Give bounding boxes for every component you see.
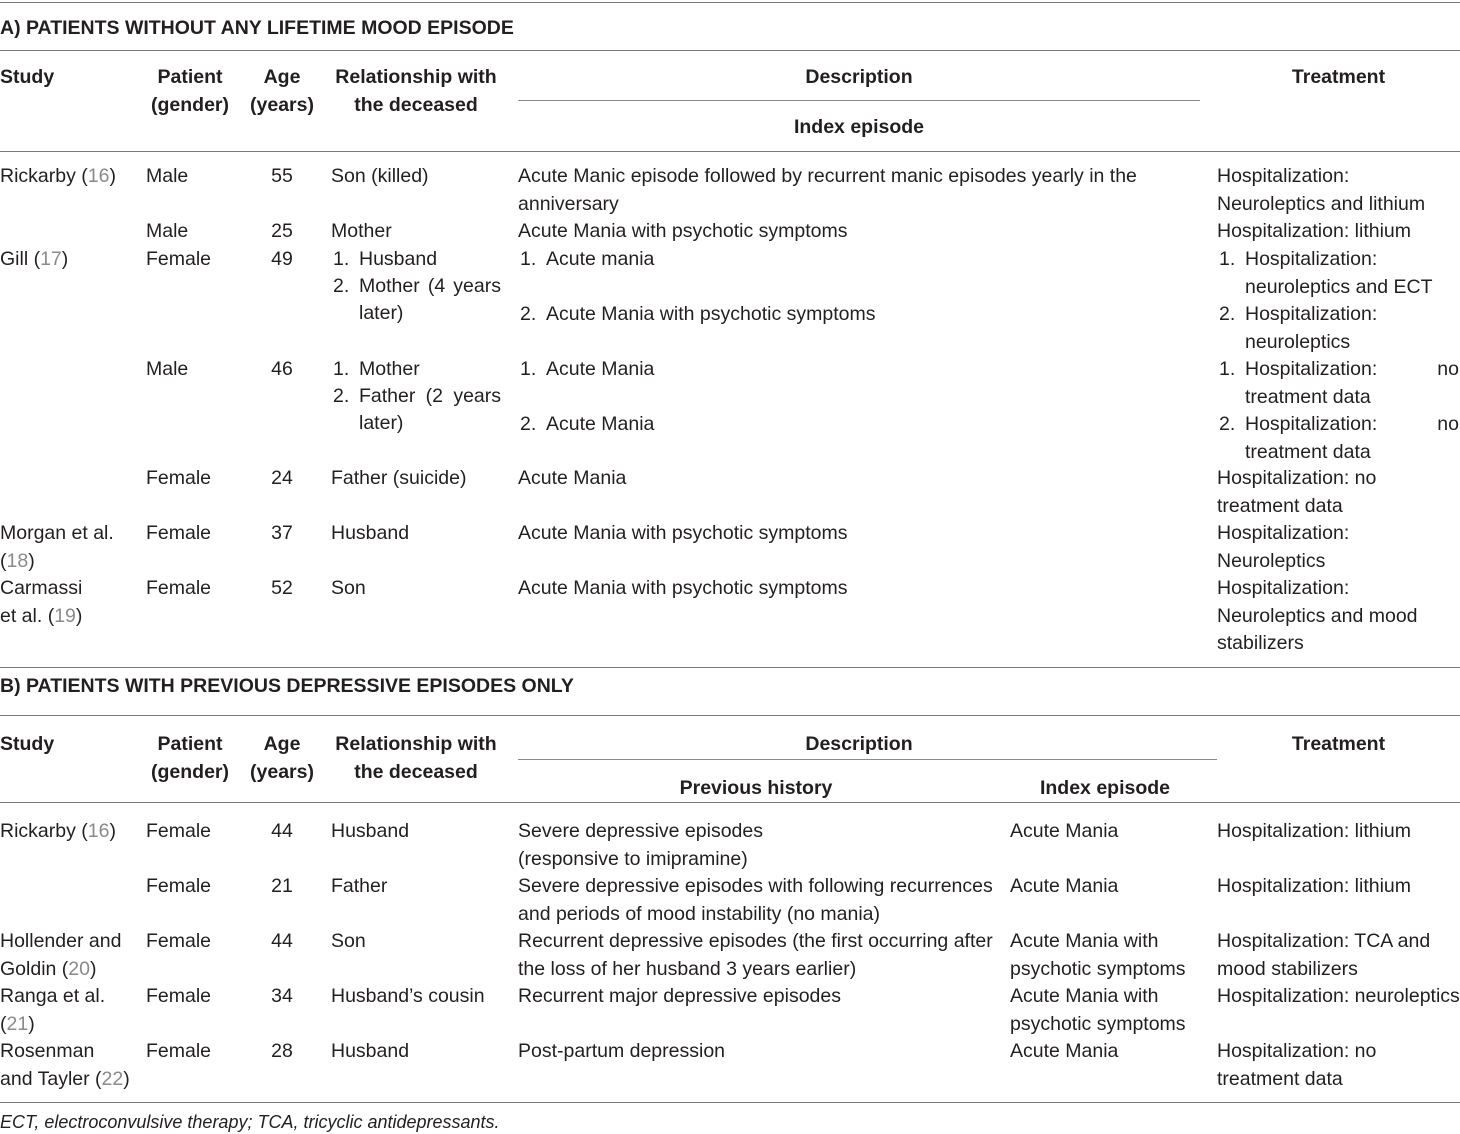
table-row-relationship: Father: [331, 875, 388, 897]
list-number: 2.: [333, 275, 350, 297]
table-row-relationship: Husband: [331, 522, 410, 544]
table-row-gender: Female: [146, 248, 212, 270]
table-row-study: Rickarby (16): [0, 165, 116, 187]
section-a-title: A) PATIENTS WITHOUT ANY LIFETIME MOOD EPISODE: [0, 17, 514, 39]
rule-a-description: [518, 100, 1200, 101]
header-patient: [140, 63, 240, 119]
table-row-gender: Female: [146, 577, 212, 599]
table-row-study: Gill (17): [0, 248, 69, 270]
rule-bottom: [0, 1102, 1460, 1103]
relationship-item-cont: later): [359, 302, 404, 324]
header-age-l1: Age: [263, 733, 301, 755]
table-row-gender: Female: [146, 875, 212, 897]
rule-b-header-top: [0, 715, 1460, 716]
section-b-title: B) PATIENTS WITH PREVIOUS DEPRESSIVE EPISODES ONLY: [0, 675, 574, 697]
table-row-description: Acute Mania with psychotic symptoms: [518, 577, 848, 599]
table-footnote: ECT, electroconvulsive therapy; TCA, tricyclic antidepressants.: [0, 1112, 500, 1132]
table-row-treatment: Hospitalization: no treatment data: [1217, 467, 1377, 517]
header-patient-l2: (gender): [151, 94, 229, 116]
table-row-gender: Male: [146, 165, 189, 187]
table-row-age: 55: [271, 165, 293, 187]
table-row-age: 44: [271, 930, 293, 952]
table-row-treatment: Hospitalization: Neuroleptics and mood stabilizers: [1217, 577, 1418, 654]
relationship-item: Father (2 years: [359, 385, 501, 407]
relationship-item: Husband: [359, 248, 438, 270]
description-item: Acute mania: [546, 248, 655, 270]
header-relationship-l2: the deceased: [354, 94, 478, 116]
table-row-treatment: Hospitalization: lithium: [1217, 820, 1412, 842]
table-row-relationship: Son: [331, 577, 366, 599]
citation-link[interactable]: 19: [54, 604, 76, 627]
table-row-relationship: Husband’s cousin: [331, 985, 485, 1007]
rule-b-description: [518, 759, 1217, 760]
table-row-age: 46: [271, 358, 293, 380]
citation-link[interactable]: 17: [40, 248, 62, 270]
table-row-age: 25: [271, 220, 293, 242]
table-row-gender: Female: [146, 522, 212, 544]
list-number: 1.: [520, 248, 537, 270]
table-row-history: Severe depressive episodes with following recurrences and periods of mood instability (no mania): [518, 875, 993, 925]
header-description: Description: [805, 733, 913, 755]
treatment-item: Hospitalization: neuroleptics and ECT: [1245, 248, 1433, 298]
table-row-index: Acute Mania: [1010, 1040, 1119, 1062]
list-number: 2.: [1219, 303, 1236, 325]
description-item: Acute Mania with psychotic symptoms: [546, 303, 876, 325]
list-number: 1.: [520, 358, 537, 380]
treatment-item: Hospitalization: neuroleptics: [1245, 303, 1378, 353]
header-relationship: [325, 63, 507, 119]
header-relationship: [325, 730, 507, 786]
header-patient: [140, 730, 240, 786]
rule-a-header-top: [0, 50, 1460, 51]
table-row-gender: Male: [146, 358, 189, 380]
table-row-gender: Female: [146, 467, 212, 489]
table-row-history: Recurrent major depressive episodes: [518, 985, 841, 1007]
table-row-gender: Female: [146, 1040, 212, 1062]
treatment-item: Hospitalization: no treatment data: [1245, 413, 1459, 463]
table-row-description: Acute Mania with psychotic symptoms: [518, 522, 848, 544]
header-treatment: Treatment: [1291, 66, 1386, 88]
header-age-l2: (years): [250, 94, 314, 116]
table-row-relationship: Husband: [331, 1040, 410, 1062]
table-row-study: Morgan et al. (18): [0, 522, 114, 572]
table-row-index: Acute Mania: [1010, 820, 1119, 842]
citation-link[interactable]: 20: [68, 957, 90, 980]
description-item: Acute Mania: [546, 358, 655, 380]
table-row-gender: Female: [146, 985, 212, 1007]
table-row-age: 34: [271, 985, 293, 1007]
rule-a-header-bottom: [0, 151, 1460, 152]
description-item: Acute Mania: [546, 413, 655, 435]
header-relationship-l2: the deceased: [354, 761, 478, 783]
table-row-relationship: Father (suicide): [331, 467, 467, 489]
table-row-age: 28: [271, 1040, 293, 1062]
table-row-index: Acute Mania: [1010, 875, 1119, 897]
header-age-l1: Age: [263, 66, 301, 88]
list-number: 2.: [1219, 413, 1236, 435]
header-previous-history: Previous history: [679, 777, 833, 799]
header-index-episode: Index episode: [793, 116, 925, 138]
header-relationship-l1: Relationship with: [335, 733, 497, 755]
header-age: [242, 730, 322, 786]
citation-link[interactable]: 18: [6, 549, 29, 572]
citation-link[interactable]: 16: [87, 820, 110, 842]
table-row-age: 49: [271, 248, 293, 270]
header-treatment: Treatment: [1291, 733, 1386, 755]
table-row-age: 21: [271, 875, 293, 897]
header-patient-l1: Patient: [157, 66, 223, 88]
table-row-age: 44: [271, 820, 293, 842]
table-row-treatment: Hospitalization: lithium: [1217, 220, 1412, 242]
rule-b-top: [0, 667, 1460, 668]
citation-link[interactable]: 22: [101, 1067, 124, 1090]
table-row-index: Acute Mania with psychotic symptoms: [1010, 985, 1186, 1035]
citation-link[interactable]: 16: [87, 165, 110, 187]
relationship-item-cont: later): [359, 412, 404, 434]
header-index-episode: Index episode: [1039, 777, 1171, 799]
treatment-item: Hospitalization: no treatment data: [1245, 358, 1459, 408]
table-row-gender: Female: [146, 930, 212, 952]
citation-link[interactable]: 21: [6, 1012, 29, 1035]
table-row-description: Acute Mania with psychotic symptoms: [518, 220, 848, 242]
relationship-item: Mother (4 years: [359, 275, 501, 297]
header-study: Study: [0, 66, 55, 88]
table-row-treatment: Hospitalization: no treatment data: [1217, 1040, 1377, 1090]
list-number: 2.: [520, 413, 537, 435]
list-number: 1.: [1219, 358, 1236, 380]
relationship-item: Mother: [359, 358, 420, 380]
table-row-study: Carmassi et al. (19): [0, 577, 83, 627]
table-row-study: Rickarby (16): [0, 820, 116, 842]
table-row-treatment: Hospitalization: TCA and mood stabilizers: [1217, 930, 1431, 980]
table-row-gender: Male: [146, 220, 189, 242]
header-patient-l2: (gender): [151, 761, 229, 783]
table-row-history: Post-partum depression: [518, 1040, 726, 1062]
header-age: [242, 63, 322, 119]
table-row-treatment: Hospitalization: Neuroleptics: [1217, 522, 1350, 572]
rule-b-header-bottom: [0, 802, 1460, 803]
table-row-history: Severe depressive episodes (responsive to imipramine): [518, 820, 763, 870]
table-row-treatment: Hospitalization: lithium: [1217, 875, 1412, 897]
list-number: 2.: [333, 385, 350, 407]
header-patient-l1: Patient: [157, 733, 223, 755]
table-row-index: Acute Mania with psychotic symptoms: [1010, 930, 1186, 980]
list-number: 1.: [333, 358, 350, 380]
header-description: Description: [805, 66, 913, 88]
header-age-l2: (years): [250, 761, 314, 783]
table-row-age: 37: [271, 522, 293, 544]
table-row-age: 52: [271, 577, 293, 599]
table-row-history: Recurrent depressive episodes (the first occurring after the loss of her husband 3 years earlier): [518, 930, 993, 980]
header-study: Study: [0, 733, 55, 755]
table-row-treatment: Hospitalization: Neuroleptics and lithium: [1217, 165, 1426, 215]
table-row-relationship: Son (killed): [331, 165, 429, 187]
table-row-gender: Female: [146, 820, 212, 842]
table-row-relationship: Mother: [331, 220, 392, 242]
list-number: 2.: [520, 303, 537, 325]
table-row-study: Hollender and Goldin (20): [0, 930, 122, 980]
table-row-relationship: Husband: [331, 820, 410, 842]
table-row-treatment: Hospitalization: neuroleptics: [1217, 985, 1460, 1007]
table-row-study: Rosenman and Tayler (22): [0, 1040, 130, 1090]
table-row-relationship: Son: [331, 930, 366, 952]
table-row-study: Ranga et al. (21): [0, 985, 106, 1035]
header-relationship-l1: Relationship with: [335, 66, 497, 88]
list-number: 1.: [333, 248, 350, 270]
table-row-age: 24: [271, 467, 293, 489]
list-number: 1.: [1219, 248, 1236, 270]
table-row-description: Acute Mania: [518, 467, 627, 489]
rule-top: [0, 2, 1460, 3]
table-row-description: Acute Manic episode followed by recurrent manic episodes yearly in the anniversary: [518, 165, 1137, 215]
